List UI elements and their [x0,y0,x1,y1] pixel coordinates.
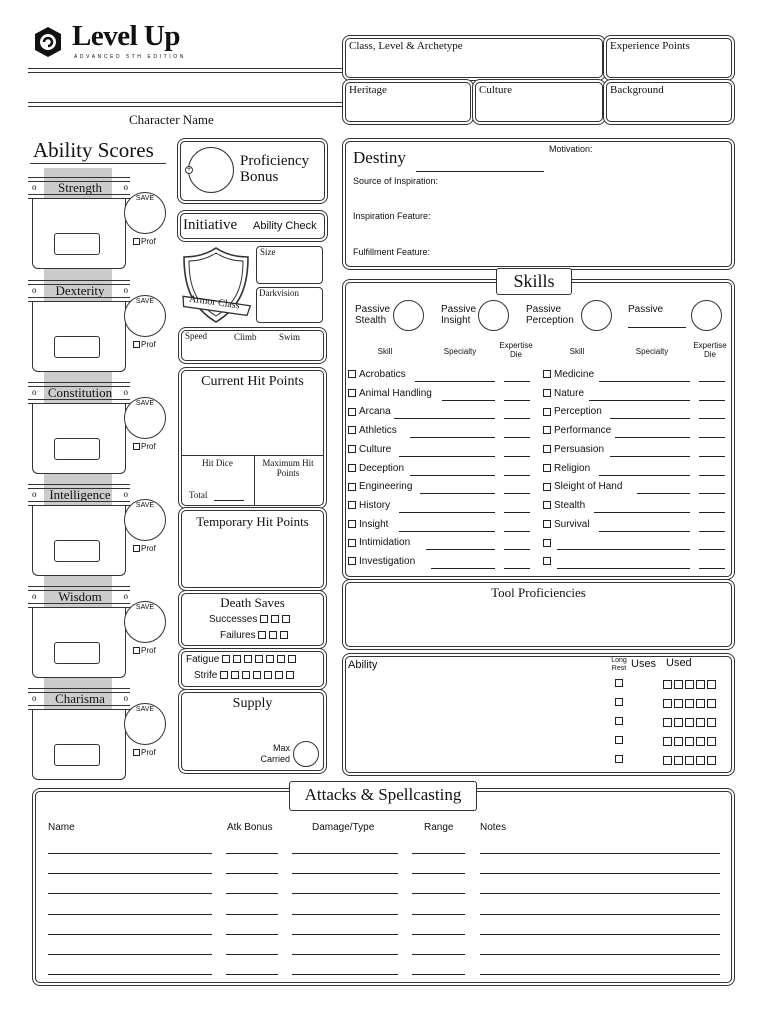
skill-row [348,463,404,474]
attack-field[interactable] [292,873,398,874]
skill-prof-checkbox[interactable] [348,501,356,509]
saving-throw-input[interactable] [124,499,166,541]
skill-row [543,369,594,380]
attack-field[interactable] [292,974,398,975]
skill-col-header: Skill [569,347,585,356]
ability-name: o Constitution o [30,385,130,401]
save-label: SAVE [135,502,155,509]
skill-col-header: Skill [377,347,393,356]
skill-prof-checkbox[interactable] [348,445,356,453]
expertise-col-header: Expertise Die [693,341,727,359]
success-checkbox[interactable] [282,615,290,623]
attack-field[interactable] [226,873,278,874]
save-prof-checkbox[interactable] [133,238,140,245]
specialty-field[interactable] [426,549,495,550]
specialty-field[interactable] [410,475,495,476]
attack-field[interactable] [412,914,465,915]
skill-name: Athletics [359,425,397,437]
skill-row [543,500,585,511]
specialty-field[interactable] [399,456,495,457]
skill-prof-checkbox[interactable] [348,557,356,565]
attack-field[interactable] [412,853,465,854]
saving-throw-input[interactable] [124,192,166,234]
skill-row [348,519,388,530]
specialty-field[interactable] [615,437,690,438]
used-checkbox[interactable] [663,699,672,708]
tool-proficiencies-title: Tool Proficiencies [491,585,586,600]
success-checkbox[interactable] [260,615,268,623]
attack-field[interactable] [292,914,398,915]
ability-modifier-input[interactable] [54,744,100,766]
fulfillment-feature-label: Fulfillment Feature: [353,247,431,257]
swim-label: Swim [279,332,301,342]
skill-prof-checkbox[interactable] [543,445,551,453]
used-checkbox[interactable] [663,737,672,746]
attack-field[interactable] [292,893,398,894]
attack-field[interactable] [480,974,720,975]
used-checkbox[interactable] [696,718,705,727]
skill-name: Perception [554,406,602,418]
success-checkbox[interactable] [271,615,279,623]
ability-label: Ability [348,659,378,671]
skill-name: Animal Handling [359,387,432,399]
proficiency-label: Proficiency [240,153,310,169]
skill-name: Intimidation [359,537,411,549]
used-checkbox[interactable] [707,699,716,708]
skill-name: Insight [359,518,389,530]
passive-label: Passive Perception [526,304,574,326]
skill-name: Stealth [554,499,586,511]
skill-name: Religion [554,462,591,474]
attack-field[interactable] [480,873,720,874]
specialty-field[interactable] [431,568,495,569]
skill-prof-checkbox[interactable] [348,483,356,491]
specialty-field[interactable] [399,531,495,532]
attack-field[interactable] [412,954,465,955]
used-checkbox[interactable] [707,680,716,689]
skill-row [543,444,604,455]
strife-checkbox[interactable] [286,671,294,679]
used-checkbox[interactable] [663,680,672,689]
saving-throw-input[interactable] [124,703,166,745]
long-rest-checkbox[interactable] [615,698,623,706]
expertise-field[interactable] [699,437,725,438]
destiny-title: Destiny [353,148,406,167]
specialty-field[interactable] [442,400,496,401]
skill-prof-checkbox[interactable] [348,370,356,378]
expertise-field[interactable] [699,531,725,532]
skill-name: Medicine [554,369,595,380]
used-checkbox[interactable] [685,737,694,746]
passive-score-input[interactable] [691,300,722,331]
max-carried-input[interactable] [293,741,319,767]
initiative-label: Initiative [183,217,238,233]
attack-field[interactable] [412,974,465,975]
used-checkbox[interactable] [707,737,716,746]
used-checkbox[interactable] [663,756,672,765]
used-checkbox[interactable] [674,737,683,746]
expertise-field[interactable] [504,437,530,438]
expertise-field[interactable] [699,512,725,513]
expertise-field[interactable] [699,381,725,382]
logo-title: Level Up [72,20,180,52]
passive-label: Passive Insight [441,304,477,326]
supply-label: Supply [232,696,273,711]
specialty-field[interactable] [599,381,690,382]
range-col-header: Range [424,822,454,833]
skill-name: Investigation [359,556,416,567]
failures-label: Failures [220,630,256,641]
character-name-label: Character Name [129,112,214,127]
character-name-field[interactable] [28,68,342,108]
name-col-header: Name [48,822,75,833]
fatigue-checkbox[interactable] [255,655,263,663]
ability-modifier-input[interactable] [54,336,100,358]
armor-class-label: Armor Class [188,293,241,312]
used-checkbox[interactable] [674,699,683,708]
notes-col-header: Notes [480,822,507,833]
expertise-field[interactable] [504,400,530,401]
expertise-field[interactable] [699,456,725,457]
used-checkbox[interactable] [685,699,694,708]
ability-name: o Wisdom o [30,589,130,605]
skill-row [543,537,554,548]
size-label: Size [260,247,276,257]
heritage-label: Heritage [349,84,387,96]
attack-field[interactable] [480,934,720,935]
skill-prof-checkbox[interactable] [348,426,356,434]
specialty-field[interactable] [394,418,495,419]
save-label: SAVE [135,195,155,202]
bonus-label: Bonus [240,169,279,185]
long-rest-label: Long Rest [611,657,627,672]
skill-row [348,388,432,399]
skill-prof-checkbox[interactable] [543,370,551,378]
attack-field[interactable] [226,914,278,915]
specialty-field[interactable] [637,493,691,494]
skill-prof-checkbox[interactable] [543,557,551,565]
expertise-field[interactable] [699,549,725,550]
specialty-field[interactable] [410,437,495,438]
passive-label: Passive Stealth [355,304,391,326]
skill-prof-checkbox[interactable] [543,520,551,528]
expertise-field[interactable] [699,475,725,476]
atk-bonus-col-header: Atk Bonus [227,822,273,833]
background-label: Background [610,84,664,96]
total-label: Total [189,490,208,500]
strife-checkbox[interactable] [264,671,272,679]
attack-field[interactable] [48,853,212,854]
failure-checkbox[interactable] [269,631,277,639]
hit-points-box[interactable] [181,370,324,506]
attacks-title: Attacks & Spellcasting [304,785,462,804]
ability-name: o Dexterity o [30,283,130,299]
experience-label: Experience Points [610,40,690,52]
save-prof-checkbox[interactable] [133,545,140,552]
proficiency-input[interactable] [188,147,234,193]
darkvision-label: Darkvision [259,288,299,298]
ability-check-label: Ability Check [253,220,317,232]
attack-field[interactable] [48,893,212,894]
specialty-field[interactable] [610,456,690,457]
expertise-field[interactable] [504,493,530,494]
attack-field[interactable] [412,873,465,874]
saving-throw-input[interactable] [124,295,166,337]
save-prof-checkbox[interactable] [133,647,140,654]
fatigue-label: Fatigue [186,654,220,665]
prof-label: Prof [141,340,156,349]
used-checkbox[interactable] [696,680,705,689]
ability-modifier-input[interactable] [54,438,100,460]
ability-modifier-input[interactable] [54,540,100,562]
attack-field[interactable] [480,853,720,854]
skill-row [543,463,590,474]
expertise-field[interactable] [699,418,725,419]
expertise-field[interactable] [504,456,530,457]
specialty-field[interactable] [415,381,495,382]
skill-row [543,425,611,436]
attack-field[interactable] [226,934,278,935]
strife-checkbox[interactable] [231,671,239,679]
used-checkbox[interactable] [674,756,683,765]
skill-row [348,537,410,548]
long-rest-checkbox[interactable] [615,717,623,725]
save-label: SAVE [135,298,155,305]
specialty-field[interactable] [399,512,495,513]
skill-name: Survival [554,518,590,530]
skill-name: Persuasion [554,443,605,455]
ability-modifier-input[interactable] [54,642,100,664]
skill-prof-checkbox[interactable] [543,389,551,397]
long-rest-checkbox[interactable] [615,755,623,763]
skill-row [543,406,602,417]
fatigue-checkbox[interactable] [266,655,274,663]
expertise-field[interactable] [504,568,530,569]
prof-label: Prof [141,748,156,757]
save-label: SAVE [135,604,155,611]
used-checkbox[interactable] [674,680,683,689]
skill-row [348,481,412,492]
attack-field[interactable] [48,934,212,935]
logo [32,22,202,62]
attack-field[interactable] [292,934,398,935]
expertise-field[interactable] [504,381,530,382]
specialty-field[interactable] [557,549,690,550]
skill-name: History [359,499,391,511]
used-checkbox[interactable] [696,737,705,746]
skill-row [543,519,590,530]
damage-type-col-header: Damage/Type [312,822,375,833]
logo-subtitle: ADVANCED 5TH EDITION [74,54,186,60]
expertise-field[interactable] [504,531,530,532]
ability-name: o Charisma o [30,691,130,707]
attack-field[interactable] [480,914,720,915]
specialty-field[interactable] [420,493,495,494]
strife-checkbox[interactable] [242,671,250,679]
skill-prof-checkbox[interactable] [543,464,551,472]
prof-label: Prof [141,646,156,655]
skill-name: Culture [359,443,392,455]
strife-label: Strife [194,670,218,681]
used-checkbox[interactable] [707,718,716,727]
skill-prof-checkbox[interactable] [543,483,551,491]
fatigue-checkbox[interactable] [277,655,285,663]
hit-dice-label: Hit Dice [202,458,233,468]
specialty-col-header: Specialty [443,347,477,356]
saving-throw-input[interactable] [124,397,166,439]
ability-scores-title: Ability Scores [33,138,154,162]
max-hp-label: Maximum Hit Points [262,458,314,478]
prof-label: Prof [141,442,156,451]
attack-field[interactable] [480,954,720,955]
expertise-field[interactable] [504,475,530,476]
fatigue-checkbox[interactable] [244,655,252,663]
expertise-field[interactable] [504,512,530,513]
save-prof-checkbox[interactable] [133,443,140,450]
prof-label: Prof [141,237,156,246]
attack-field[interactable] [226,853,278,854]
specialty-col-header: Specialty [635,347,669,356]
used-checkbox[interactable] [674,718,683,727]
skill-name: Sleight of Hand [554,481,623,493]
specialty-field[interactable] [599,531,690,532]
specialty-field[interactable] [610,418,690,419]
skill-row [543,481,622,492]
passive-score-input[interactable] [393,300,424,331]
skill-row [543,388,584,399]
fatigue-checkbox[interactable] [233,655,241,663]
used-checkbox[interactable] [685,680,694,689]
skill-prof-checkbox[interactable] [348,520,356,528]
skill-prof-checkbox[interactable] [348,389,356,397]
expertise-field[interactable] [699,493,725,494]
attack-field[interactable] [292,954,398,955]
inspiration-feature-label: Inspiration Feature: [353,211,431,221]
used-checkbox[interactable] [685,756,694,765]
skill-prof-checkbox[interactable] [348,408,356,416]
skill-prof-checkbox[interactable] [543,426,551,434]
attack-field[interactable] [48,954,212,955]
long-rest-checkbox[interactable] [615,736,623,744]
current-hp-label: Current Hit Points [201,374,304,389]
skill-row [348,369,406,380]
skill-prof-checkbox[interactable] [543,539,551,547]
skill-prof-checkbox[interactable] [543,408,551,416]
attack-field[interactable] [412,934,465,935]
specialty-field[interactable] [557,568,690,569]
expertise-field[interactable] [699,568,725,569]
attack-field[interactable] [48,873,212,874]
skill-prof-checkbox[interactable] [348,539,356,547]
climb-label: Climb [234,332,257,342]
class-level-label: Class, Level & Archetype [349,40,463,52]
skill-row [348,444,391,455]
long-rest-checkbox[interactable] [615,679,623,687]
armor-class-shield[interactable] [179,245,253,325]
skill-prof-checkbox[interactable] [543,501,551,509]
ability-name: o Intelligence o [30,487,130,503]
specialty-field[interactable] [594,512,690,513]
specialty-field[interactable] [589,400,690,401]
skill-name: Engineering [359,481,413,493]
used-checkbox[interactable] [696,756,705,765]
skills-title: Skills [513,271,555,291]
passive-score-input[interactable] [581,300,612,331]
save-prof-checkbox[interactable] [133,749,140,756]
attack-field[interactable] [48,914,212,915]
used-checkbox[interactable] [663,718,672,727]
successes-label: Successes [209,614,258,625]
save-prof-checkbox[interactable] [133,341,140,348]
used-label: Used [666,657,692,669]
ability-name: o Strength o [30,180,130,196]
uses-label: Uses [631,658,657,670]
motivation-label: Motivation: [549,144,593,154]
save-label: SAVE [135,400,155,407]
strife-checkbox[interactable] [253,671,261,679]
attack-field[interactable] [292,853,398,854]
passive-score-input[interactable] [478,300,509,331]
expertise-field[interactable] [699,400,725,401]
used-checkbox[interactable] [696,699,705,708]
attack-field[interactable] [226,954,278,955]
expertise-col-header: Expertise Die [499,341,533,359]
skill-row [348,406,391,417]
death-saves-label: Death Saves [220,595,285,610]
skill-name: Acrobatics [359,369,406,380]
culture-label: Culture [479,84,512,96]
ability-modifier-input[interactable] [54,233,100,255]
source-of-inspiration-label: Source of Inspiration: [353,176,439,186]
attack-field[interactable] [226,893,278,894]
skill-row [348,556,415,567]
attack-field[interactable] [48,974,212,975]
attack-field[interactable] [412,893,465,894]
passive-label: Passive [628,304,664,315]
skill-prof-checkbox[interactable] [348,464,356,472]
speed-label: Speed [185,331,207,341]
used-checkbox[interactable] [685,718,694,727]
skill-row [348,425,397,436]
skill-name: Nature [554,387,585,399]
fatigue-checkbox[interactable] [222,655,230,663]
strife-checkbox[interactable] [275,671,283,679]
failure-checkbox[interactable] [258,631,266,639]
logo-icon [32,26,64,58]
failure-checkbox[interactable] [280,631,288,639]
save-label: SAVE [135,706,155,713]
skill-row [543,556,554,567]
fatigue-checkbox[interactable] [288,655,296,663]
temp-hp-label: Temporary Hit Points [196,514,309,529]
skill-row [348,500,390,511]
strife-checkbox[interactable] [220,671,228,679]
attack-field[interactable] [480,893,720,894]
max-carried-label: Max Carried [260,743,290,764]
skill-name: Arcana [359,406,391,418]
attack-field[interactable] [226,974,278,975]
prof-label: Prof [141,544,156,553]
skill-name: Performance [554,425,612,437]
skill-name: Deception [359,462,405,474]
expertise-field[interactable] [504,418,530,419]
expertise-field[interactable] [504,549,530,550]
saving-throw-input[interactable] [124,601,166,643]
specialty-field[interactable] [599,475,690,476]
used-checkbox[interactable] [707,756,716,765]
